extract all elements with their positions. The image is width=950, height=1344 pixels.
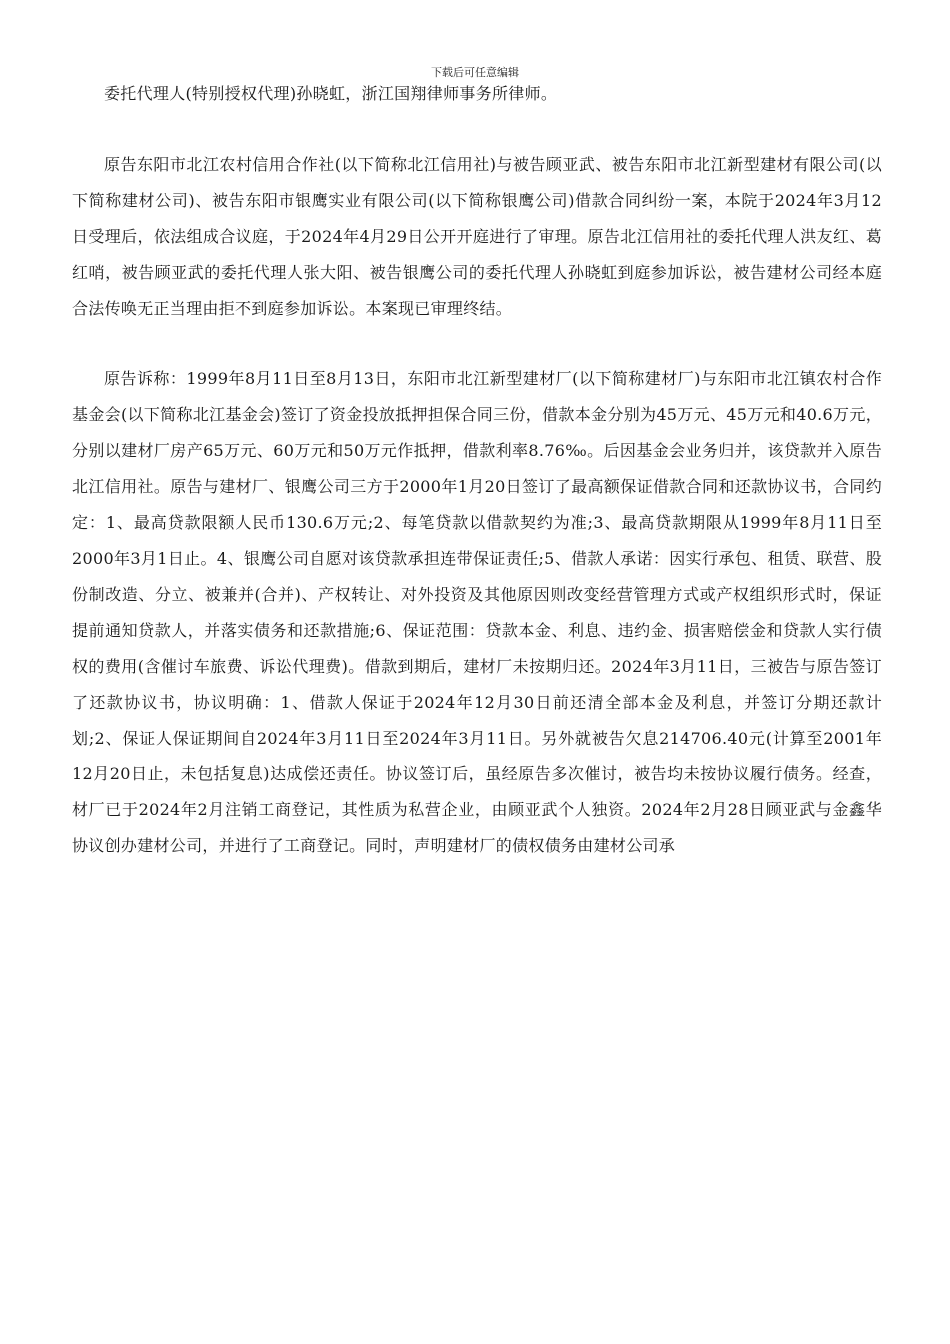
document-body xyxy=(72,76,882,864)
paragraph-plaintiff-claims: 原告诉称：1999年8月11日至8月13日，东阳市北江新型建材厂(以下简称建材厂)与东阳市北江镇农村合作基金会(以下简称北江基金会)签订了资金投放抵押担保合同三份，借款本金分别为45万元、45万元和40.6万元，分别以建材厂房产65万元、60万元和50万元作抵押，借款利率8.76‰。后因基金会业务归并，该贷款并入原告北江信用社。原告与建材厂、银鹰公司三方于2000年1月20日签订了最高额保证借款合同和还款协议书，合同约定：1、最高贷款限额人民币130.6万元;2、每笔贷款以借款契约为准;3、最高贷款期限从1999年8月11日至2000年3月1日止。4、银鹰公司自愿对该贷款承担连带保证责任;5、借款人承诺：因实行承包、租赁、联营、股份制改造、分立、被兼并(合并)、产权转让、对外投资及其他原因则改变经营管理方式或产权组织形式时，保证提前通知贷款人，并落实债务和还款措施;6、保证范围：贷款本金、利息、违约金、损害赔偿金和贷款人实行债权的费用(含催讨车旅费、诉讼代理费)。借款到期后，建材厂未按期归还。2024年3月11日，三被告与原告签订了还款协议书，协议明确：1、借款人保证于2024年12月30日前还清全部本金及利息，并签订分期还款计划;2、保证人保证期间自2024年3月11日至2024年3月11日。另外就被告欠息214706.40元(计算至2001年12月20日止，未包括复息)达成偿还责任。协议签订后，虽经原告多次催讨，被告均未按协议履行债务。经查，材厂已于2024年2月注销工商登记，其性质为私营企业，由顾亚武个人独资。2024年2月28日顾亚武与金鑫华协议创办建材公司，并进行了工商登记。同时，声明建材厂的债权债务由建材公司承 xyxy=(72,369,882,856)
header-note: 下载后可任意编辑 xyxy=(431,66,519,79)
paragraph-agent: 委托代理人(特别授权代理)孙晓虹，浙江国翔律师事务所律师。 xyxy=(104,84,558,103)
paragraph-case-intro: 原告东阳市北江农村信用合作社(以下简称北江信用社)与被告顾亚武、被告东阳市北江新型建材有限公司(以下简称建材公司)、被告东阳市银鹰实业有限公司(以下简称银鹰公司)借款合同纠纷一案，本院于2024年3月12日受理后，依法组成合议庭，于2024年4月29日公开开庭进行了审理。原告北江信用社的委托代理人洪友红、葛红哨，被告顾亚武的委托代理人张大阳、被告银鹰公司的委托代理人孙晓虹到庭参加诉讼，被告建材公司经本庭合法传唤无正当理由拒不到庭参加诉讼。本案现已审理终结。 xyxy=(72,154,882,318)
